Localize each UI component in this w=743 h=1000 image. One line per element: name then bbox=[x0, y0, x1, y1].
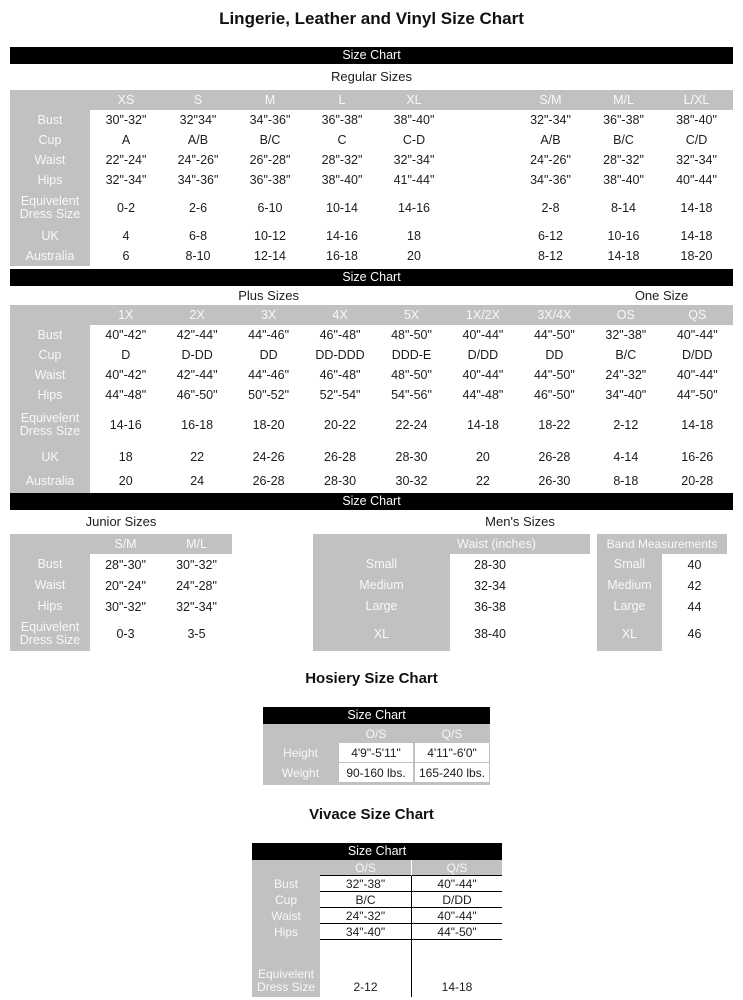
hosiery-column-header: O/S bbox=[338, 724, 414, 743]
plus-value-cell: 40"-44" bbox=[462, 368, 504, 382]
plus-row-label: UK bbox=[10, 445, 90, 469]
vivace-corner-cell bbox=[252, 860, 320, 876]
plus-value-cell: 26-28 bbox=[538, 450, 571, 464]
plus-value-cell: 50"-52" bbox=[248, 388, 290, 402]
hosiery-chart-title: Hosiery Size Chart bbox=[305, 670, 438, 687]
plus-value-cell: 44"-48" bbox=[105, 388, 147, 402]
lingerie-chart-section bbox=[10, 47, 733, 656]
plus-row-label: Waist bbox=[10, 365, 90, 385]
plus-header-row bbox=[10, 305, 733, 325]
plus-value-cell: 44"-50" bbox=[533, 328, 575, 342]
plus-value-cell: 40"-44" bbox=[676, 328, 718, 342]
plus-value-cell: 30-32 bbox=[395, 474, 428, 488]
regular-value-cell: 18 bbox=[407, 229, 421, 243]
hosiery-header-row bbox=[263, 724, 490, 743]
regular-value-cell: 32"-34" bbox=[676, 153, 717, 167]
plus-value-cell: 20 bbox=[475, 450, 490, 464]
regular-value-cell: 4 bbox=[122, 229, 130, 243]
plus-value-cell: DD-DDD bbox=[315, 348, 365, 362]
regular-value-cell: 41"-44" bbox=[393, 173, 435, 187]
junior-sizes-heading: Junior Sizes bbox=[85, 514, 157, 529]
plus-value-cell: 4-14 bbox=[613, 450, 639, 464]
regular-row-label: Cup bbox=[10, 130, 90, 150]
regular-value-cell: 14-18 bbox=[680, 201, 713, 215]
regular-value-cell: 32"34" bbox=[179, 113, 217, 127]
mens-band-header-row bbox=[597, 534, 727, 554]
regular-value-cell: 10-12 bbox=[254, 229, 286, 243]
regular-value-cell: 36"-38" bbox=[603, 113, 644, 127]
junior-column-header: S/M bbox=[90, 534, 161, 554]
regular-value-cell: 10-14 bbox=[326, 201, 358, 215]
junior-mens-section bbox=[10, 512, 733, 656]
junior-sizes-table bbox=[10, 534, 232, 651]
regular-gap-cell bbox=[450, 226, 514, 246]
regular-sizes-table bbox=[10, 90, 733, 266]
regular-value-cell: B/C bbox=[259, 133, 281, 147]
plus-value-cell: DD bbox=[545, 348, 564, 362]
plus-value-cell: 14-18 bbox=[681, 418, 714, 432]
plus-value-cell: 8-18 bbox=[613, 474, 639, 488]
plus-value-cell: 16-26 bbox=[681, 450, 714, 464]
regular-value-cell: A/B bbox=[540, 133, 561, 147]
regular-corner-cell bbox=[10, 90, 90, 110]
plus-value-cell: 46"-48" bbox=[319, 368, 361, 382]
regular-value-cell: 18-20 bbox=[680, 249, 713, 263]
size-chart-bar: Size Chart bbox=[10, 269, 733, 286]
plus-value-cell: 28-30 bbox=[395, 450, 428, 464]
plus-value-cell: B/C bbox=[615, 348, 637, 362]
mens-band-header-cell: Band Measurements bbox=[597, 534, 727, 554]
vivace-row-label: Cup bbox=[252, 892, 320, 908]
plus-value-cell: 18-20 bbox=[252, 418, 285, 432]
vivace-data-row bbox=[252, 908, 502, 924]
regular-value-cell: 38"-40" bbox=[603, 173, 644, 187]
regular-column-header: M/L bbox=[587, 90, 660, 110]
hosiery-value-cell: 90-160 lbs. bbox=[339, 763, 413, 782]
junior-value-cell: 32"-34" bbox=[176, 599, 217, 614]
regular-value-cell: 6-12 bbox=[537, 229, 564, 243]
regular-data-row bbox=[10, 170, 733, 190]
page-title: Lingerie, Leather and Vinyl Size Chart bbox=[219, 9, 524, 28]
hosiery-value-cell: 4'9"-5'11" bbox=[339, 743, 413, 762]
plus-value-cell: D-DD bbox=[181, 348, 213, 362]
regular-value-cell: 38"-40" bbox=[676, 113, 717, 127]
regular-value-cell: A/B bbox=[187, 133, 209, 147]
mens-band-data-row bbox=[597, 575, 727, 596]
plus-value-cell: 18-22 bbox=[538, 418, 571, 432]
regular-value-cell: 20 bbox=[407, 249, 421, 263]
regular-gap-cell bbox=[450, 150, 514, 170]
size-chart-bar: Size Chart bbox=[10, 493, 733, 510]
regular-value-cell: 38"-40" bbox=[321, 173, 363, 187]
regular-row-label: Bust bbox=[10, 110, 90, 130]
plus-value-cell: 46"-48" bbox=[319, 328, 361, 342]
regular-data-row bbox=[10, 226, 733, 246]
mens-band-value-cell: 44 bbox=[687, 599, 702, 614]
hosiery-chart-section bbox=[263, 707, 490, 785]
plus-value-cell: 20 bbox=[118, 474, 133, 488]
regular-gap-cell bbox=[450, 170, 514, 190]
plus-sizes-heading: Plus Sizes bbox=[238, 288, 299, 303]
vivace-row-label: Equivelent Dress Size bbox=[252, 940, 320, 997]
regular-value-cell: 36"-38" bbox=[321, 113, 363, 127]
plus-column-header: QS bbox=[662, 305, 733, 325]
plus-value-cell: 28-30 bbox=[324, 474, 357, 488]
mens-waist-table bbox=[313, 534, 590, 651]
mens-sizes-heading: Men's Sizes bbox=[485, 514, 555, 529]
plus-value-cell: D bbox=[121, 348, 131, 362]
plus-row-label: Bust bbox=[10, 325, 90, 345]
regular-gap-cell bbox=[450, 90, 514, 110]
regular-value-cell: 16-18 bbox=[326, 249, 358, 263]
hosiery-value-cell: 165-240 lbs. bbox=[415, 763, 489, 782]
mens-band-row-label: XL bbox=[597, 617, 662, 651]
plus-value-cell: 40"-42" bbox=[105, 368, 147, 382]
regular-gap-cell bbox=[450, 246, 514, 266]
vivace-value-cell: 32"-38" bbox=[320, 876, 411, 892]
regular-row-label: Waist bbox=[10, 150, 90, 170]
hosiery-row-label: Weight bbox=[263, 763, 338, 783]
plus-value-cell: 24"-32" bbox=[605, 368, 647, 382]
mens-band-data-row bbox=[597, 554, 727, 575]
plus-value-cell: 42"-44" bbox=[176, 328, 218, 342]
vivace-data-row bbox=[252, 924, 502, 940]
regular-column-header: XL bbox=[378, 90, 450, 110]
regular-column-header: L bbox=[306, 90, 378, 110]
plus-value-cell: 32"-38" bbox=[605, 328, 647, 342]
vivace-column-header: Q/S bbox=[411, 860, 502, 876]
plus-value-cell: 22-24 bbox=[395, 418, 428, 432]
plus-data-row bbox=[10, 345, 733, 365]
regular-value-cell: 32"-34" bbox=[393, 153, 435, 167]
vivace-row-label: Hips bbox=[252, 924, 320, 940]
plus-one-size-heading-row bbox=[10, 286, 733, 305]
regular-value-cell: 34"-36" bbox=[249, 113, 291, 127]
mens-band-row-label: Large bbox=[597, 596, 662, 617]
plus-value-cell: 26-28 bbox=[324, 450, 357, 464]
regular-value-cell: 8-10 bbox=[185, 249, 211, 263]
plus-value-cell: 44"-46" bbox=[248, 328, 290, 342]
junior-row-label: Waist bbox=[10, 575, 90, 596]
vivace-value-cell: 44"-50" bbox=[411, 924, 502, 940]
mens-waist-data-row bbox=[313, 617, 590, 651]
mens-band-measurements-table bbox=[597, 534, 727, 651]
regular-column-header: M bbox=[234, 90, 306, 110]
junior-value-cell: 20"-24" bbox=[105, 578, 146, 593]
plus-data-row bbox=[10, 365, 733, 385]
plus-data-row bbox=[10, 469, 733, 493]
plus-column-header: OS bbox=[590, 305, 661, 325]
mens-waist-header-cell: Waist (inches) bbox=[313, 534, 590, 554]
plus-value-cell: 20-22 bbox=[324, 418, 357, 432]
regular-gap-cell bbox=[450, 190, 514, 226]
hosiery-column-header: Q/S bbox=[414, 724, 490, 743]
regular-value-cell: 6-10 bbox=[257, 201, 283, 215]
regular-value-cell: 14-18 bbox=[680, 229, 713, 243]
mens-waist-value-cell: 32-34 bbox=[474, 578, 506, 593]
vivace-value-cell: 24"-32" bbox=[320, 908, 411, 924]
regular-value-cell: 28"-32" bbox=[321, 153, 363, 167]
plus-value-cell: 18 bbox=[118, 450, 133, 464]
regular-sizes-heading: Regular Sizes bbox=[331, 69, 412, 84]
regular-data-row bbox=[10, 130, 733, 150]
hosiery-corner-cell bbox=[263, 724, 338, 743]
regular-column-header: S/M bbox=[514, 90, 587, 110]
plus-value-cell: 42"-44" bbox=[176, 368, 218, 382]
regular-row-label: Hips bbox=[10, 170, 90, 190]
regular-value-cell: 6 bbox=[122, 249, 130, 263]
plus-value-cell: 44"-50" bbox=[676, 388, 718, 402]
plus-value-cell: 22 bbox=[190, 450, 205, 464]
junior-corner-cell bbox=[10, 534, 90, 554]
vivace-data-row bbox=[252, 940, 502, 997]
plus-column-header: 2X bbox=[161, 305, 232, 325]
plus-value-cell: 16-18 bbox=[181, 418, 214, 432]
junior-header-row bbox=[10, 534, 232, 554]
regular-value-cell: 2-6 bbox=[188, 201, 208, 215]
plus-column-header: 1X bbox=[90, 305, 161, 325]
mens-waist-value-cell: 38-40 bbox=[474, 627, 506, 641]
regular-value-cell: 24"-26" bbox=[530, 153, 571, 167]
regular-value-cell: 32"-34" bbox=[105, 173, 147, 187]
vivace-data-row bbox=[252, 876, 502, 892]
regular-value-cell: 26"-28" bbox=[249, 153, 291, 167]
mens-waist-row-label: Large bbox=[313, 596, 450, 617]
vivace-row-label: Bust bbox=[252, 876, 320, 892]
plus-value-cell: 24-26 bbox=[252, 450, 285, 464]
hosiery-row-label: Height bbox=[263, 743, 338, 763]
vivace-value-cell: 34"-40" bbox=[320, 924, 411, 940]
vivace-row-label: Waist bbox=[252, 908, 320, 924]
junior-value-cell: 24"-28" bbox=[176, 578, 217, 593]
vivace-table bbox=[252, 860, 502, 997]
regular-value-cell: 6-8 bbox=[188, 229, 208, 243]
plus-data-row bbox=[10, 325, 733, 345]
regular-value-cell: 22"-24" bbox=[105, 153, 147, 167]
plus-row-label: Equivelent Dress Size bbox=[10, 405, 90, 445]
junior-column-header: M/L bbox=[161, 534, 232, 554]
junior-value-cell: 0-3 bbox=[116, 627, 135, 641]
junior-value-cell: 30"-32" bbox=[105, 599, 146, 614]
regular-column-header: XS bbox=[90, 90, 162, 110]
mens-waist-value-cell: 36-38 bbox=[474, 599, 506, 614]
vivace-chart-section bbox=[252, 843, 502, 997]
size-chart-page bbox=[0, 6, 743, 1000]
hosiery-table bbox=[263, 724, 490, 783]
junior-row-label: Hips bbox=[10, 596, 90, 617]
regular-column-header: L/XL bbox=[660, 90, 733, 110]
plus-column-header: 3X/4X bbox=[519, 305, 590, 325]
regular-data-row bbox=[10, 110, 733, 130]
regular-value-cell: 2-8 bbox=[541, 201, 560, 215]
regular-value-cell: 14-16 bbox=[326, 229, 358, 243]
plus-value-cell: 24 bbox=[190, 474, 205, 488]
regular-value-cell: 0-2 bbox=[116, 201, 136, 215]
mens-waist-value-cell: 28-30 bbox=[474, 557, 506, 572]
regular-column-header: S bbox=[162, 90, 234, 110]
plus-value-cell: 46"-50" bbox=[533, 388, 575, 402]
plus-value-cell: 14-18 bbox=[466, 418, 499, 432]
plus-value-cell: 26-30 bbox=[538, 474, 571, 488]
junior-data-row bbox=[10, 554, 232, 575]
mens-waist-data-row bbox=[313, 596, 590, 617]
plus-row-label: Cup bbox=[10, 345, 90, 365]
regular-value-cell: 8-12 bbox=[537, 249, 564, 263]
vivace-value-cell: D/DD bbox=[411, 892, 502, 908]
size-chart-bar: Size Chart bbox=[252, 843, 502, 860]
regular-value-cell: 12-14 bbox=[254, 249, 286, 263]
regular-value-cell: 34"-36" bbox=[530, 173, 571, 187]
plus-value-cell: 14-16 bbox=[109, 418, 142, 432]
regular-value-cell: 28"-32" bbox=[603, 153, 644, 167]
plus-value-cell: 22 bbox=[475, 474, 490, 488]
regular-value-cell: 24"-26" bbox=[177, 153, 219, 167]
vivace-value-cell: 14-18 bbox=[411, 940, 502, 997]
vivace-data-row bbox=[252, 892, 502, 908]
plus-value-cell: 48"-50" bbox=[391, 368, 432, 382]
hosiery-data-row bbox=[263, 763, 490, 783]
mens-waist-row-label: XL bbox=[313, 617, 450, 651]
regular-value-cell: 36"-38" bbox=[249, 173, 291, 187]
mens-band-data-row bbox=[597, 596, 727, 617]
plus-value-cell: 46"-50" bbox=[176, 388, 218, 402]
plus-column-header: 1X/2X bbox=[447, 305, 518, 325]
vivace-value-cell: 40"-44" bbox=[411, 876, 502, 892]
mens-waist-row-label: Medium bbox=[313, 575, 450, 596]
one-size-heading: One Size bbox=[634, 288, 689, 303]
plus-sizes-table bbox=[10, 305, 733, 493]
mens-band-data-row bbox=[597, 617, 727, 651]
plus-column-header: 4X bbox=[304, 305, 375, 325]
plus-value-cell: 52"-54" bbox=[319, 388, 361, 402]
plus-value-cell: D/DD bbox=[681, 348, 713, 362]
regular-value-cell: 10-16 bbox=[607, 229, 640, 243]
mens-band-value-cell: 46 bbox=[687, 627, 702, 641]
plus-value-cell: 2-12 bbox=[613, 418, 639, 432]
mens-band-value-cell: 42 bbox=[687, 578, 702, 593]
plus-column-header: 3X bbox=[233, 305, 304, 325]
junior-data-row bbox=[10, 617, 232, 651]
regular-row-label: UK bbox=[10, 226, 90, 246]
vivace-column-header: O/S bbox=[320, 860, 411, 876]
regular-gap-cell bbox=[450, 130, 514, 150]
hosiery-data-row bbox=[263, 743, 490, 763]
regular-data-row bbox=[10, 190, 733, 226]
regular-data-row bbox=[10, 246, 733, 266]
regular-value-cell: 14-16 bbox=[398, 201, 430, 215]
plus-value-cell: DDD-E bbox=[391, 348, 432, 362]
size-chart-bar: Size Chart bbox=[10, 47, 733, 64]
mens-waist-data-row bbox=[313, 554, 590, 575]
plus-column-header: 5X bbox=[376, 305, 447, 325]
regular-header-row bbox=[10, 90, 733, 110]
regular-value-cell: 14-18 bbox=[607, 249, 640, 263]
junior-row-label: Bust bbox=[10, 554, 90, 575]
mens-band-value-cell: 40 bbox=[687, 557, 702, 572]
plus-data-row bbox=[10, 445, 733, 469]
hosiery-value-cell: 4'11"-6'0" bbox=[415, 743, 489, 762]
plus-value-cell: 54"-56" bbox=[391, 388, 432, 402]
plus-data-row bbox=[10, 405, 733, 445]
regular-value-cell: B/C bbox=[613, 133, 634, 147]
regular-value-cell: 30"-32" bbox=[105, 113, 147, 127]
plus-value-cell: 44"-50" bbox=[533, 368, 575, 382]
regular-gap-cell bbox=[450, 110, 514, 130]
vivace-header-row bbox=[252, 860, 502, 876]
size-chart-bar: Size Chart bbox=[263, 707, 490, 724]
regular-data-row bbox=[10, 150, 733, 170]
plus-value-cell: 34"-40" bbox=[605, 388, 647, 402]
vivace-value-cell: B/C bbox=[320, 892, 411, 908]
regular-value-cell: 40"-44" bbox=[676, 173, 717, 187]
junior-value-cell: 28"-30" bbox=[105, 557, 146, 572]
junior-data-row bbox=[10, 575, 232, 596]
plus-value-cell: 40"-44" bbox=[676, 368, 718, 382]
mens-waist-row-label: Small bbox=[313, 554, 450, 575]
plus-value-cell: 20-28 bbox=[681, 474, 714, 488]
plus-row-label: Australia bbox=[10, 469, 90, 493]
regular-value-cell: C bbox=[337, 133, 347, 147]
junior-row-label: Equivelent Dress Size bbox=[10, 617, 90, 651]
regular-value-cell: 34"-36" bbox=[177, 173, 219, 187]
vivace-value-cell: 40"-44" bbox=[411, 908, 502, 924]
regular-value-cell: 8-14 bbox=[610, 201, 637, 215]
plus-value-cell: 40"-42" bbox=[105, 328, 147, 342]
mens-waist-header-row bbox=[313, 534, 590, 554]
regular-row-label: Australia bbox=[10, 246, 90, 266]
regular-value-cell: 38"-40" bbox=[393, 113, 435, 127]
regular-row-label: Equivelent Dress Size bbox=[10, 190, 90, 226]
mens-waist-data-row bbox=[313, 575, 590, 596]
plus-data-row bbox=[10, 385, 733, 405]
vivace-value-cell: 2-12 bbox=[320, 940, 411, 997]
regular-value-cell: C-D bbox=[402, 133, 426, 147]
plus-value-cell: 48"-50" bbox=[391, 328, 432, 342]
junior-data-row bbox=[10, 596, 232, 617]
junior-value-cell: 30"-32" bbox=[176, 557, 217, 572]
plus-value-cell: 26-28 bbox=[252, 474, 285, 488]
plus-corner-cell bbox=[10, 305, 90, 325]
plus-value-cell: D/DD bbox=[467, 348, 499, 362]
plus-value-cell: 44"-48" bbox=[462, 388, 504, 402]
plus-row-label: Hips bbox=[10, 385, 90, 405]
vivace-chart-title: Vivace Size Chart bbox=[309, 806, 434, 823]
junior-value-cell: 3-5 bbox=[187, 627, 206, 641]
regular-value-cell: C/D bbox=[685, 133, 708, 147]
mens-band-row-label: Medium bbox=[597, 575, 662, 596]
plus-value-cell: 40"-44" bbox=[462, 328, 504, 342]
regular-value-cell: A bbox=[121, 133, 131, 147]
plus-value-cell: 44"-46" bbox=[248, 368, 290, 382]
regular-value-cell: 32"-34" bbox=[530, 113, 571, 127]
plus-value-cell: DD bbox=[259, 348, 278, 362]
mens-band-row-label: Small bbox=[597, 554, 662, 575]
